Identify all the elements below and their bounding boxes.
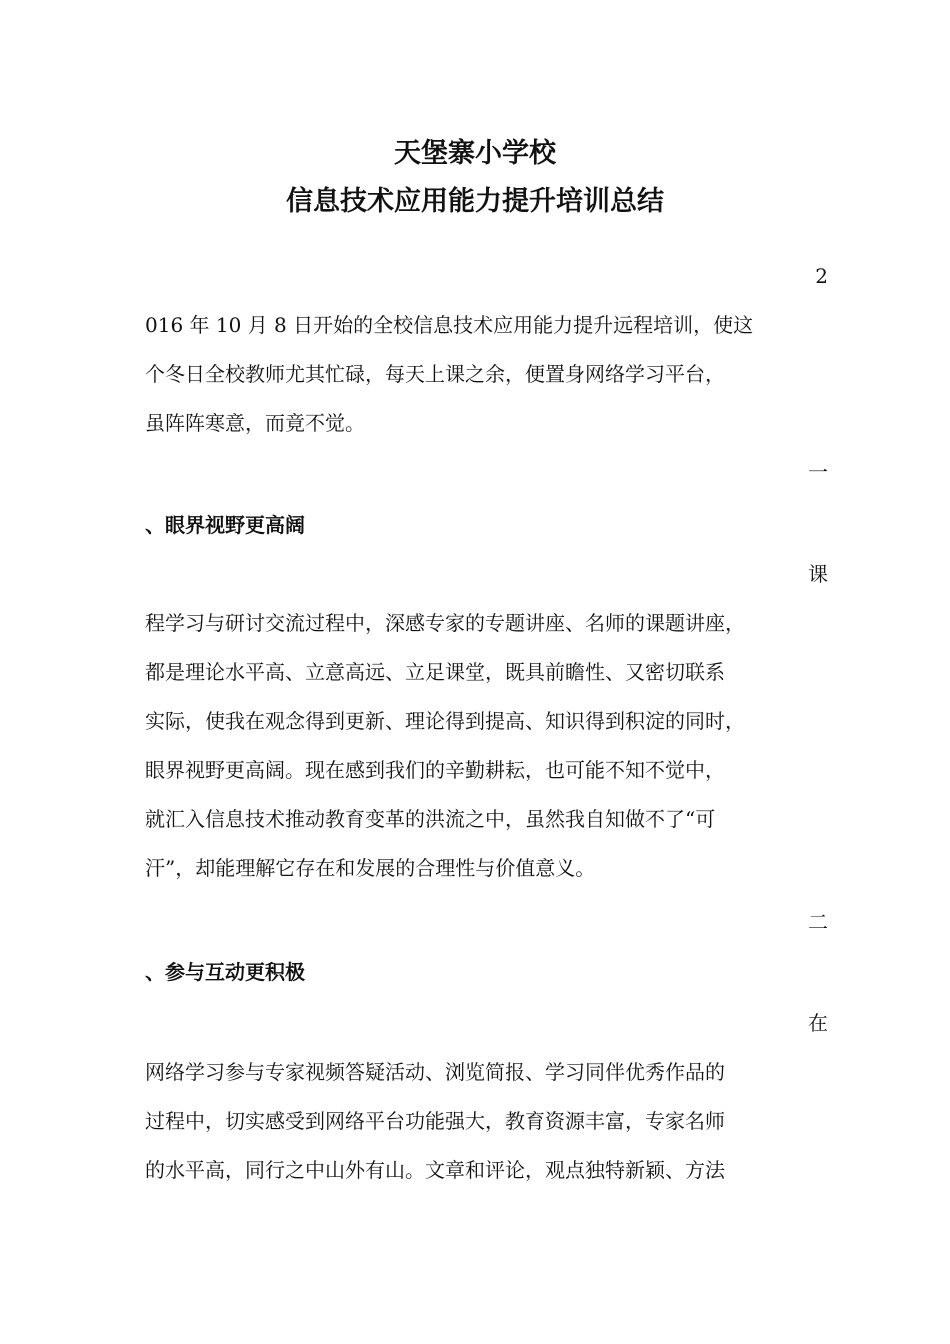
section-1-line-1: 程学习与研讨交流过程中，深感专家的专题讲座、名师的课题讲座， [145,611,745,635]
section-2-lead-char: 在 [808,1011,828,1035]
section-2-heading: 、参与互动更积极 [145,960,305,984]
section-1-heading: 、眼界视野更高阔 [145,513,305,537]
section-1-line-3: 实际，使我在观念得到更新、理论得到提高、知识得到积淀的同时， [145,709,745,733]
intro-line-3: 虽阵阵寒意，而竟不觉。 [145,411,365,435]
section-1-lead-char: 课 [808,562,828,586]
section-1-number: 一 [808,460,828,484]
section-2-line-1: 网络学习参与专家视频答疑活动、浏览简报、学习同伴优秀作品的 [145,1060,725,1084]
intro-lead-char: 2 [815,264,828,288]
section-1-line-2: 都是理论水平高、立意高远、立足课堂，既具前瞻性、又密切联系 [145,660,725,684]
section-2-line-2: 过程中，切实感受到网络平台功能强大，教育资源丰富，专家名师 [145,1109,725,1133]
intro-line-1: 016 年 10 月 8 日开始的全校信息技术应用能力提升远程培训，使这 [145,313,754,337]
section-2-line-3: 的水平高，同行之中山外有山。文章和评论，观点独特新颖、方法 [145,1158,725,1182]
section-1-line-4: 眼界视野更高阔。现在感到我们的辛勤耕耘，也可能不知不觉中， [145,758,725,782]
document-title-subject: 信息技术应用能力提升培训总结 [286,186,664,217]
intro-line-2: 个冬日全校教师尤其忙碌，每天上课之余，便置身网络学习平台， [145,362,725,386]
document-title-school: 天堡寨小学校 [394,138,556,169]
section-1-line-5: 就汇入信息技术推动教育变革的洪流之中，虽然我自知做不了“可 [145,807,716,831]
section-1-line-6: 汗”，却能理解它存在和发展的合理性与价值意义。 [145,856,596,880]
section-2-number: 二 [808,910,828,934]
